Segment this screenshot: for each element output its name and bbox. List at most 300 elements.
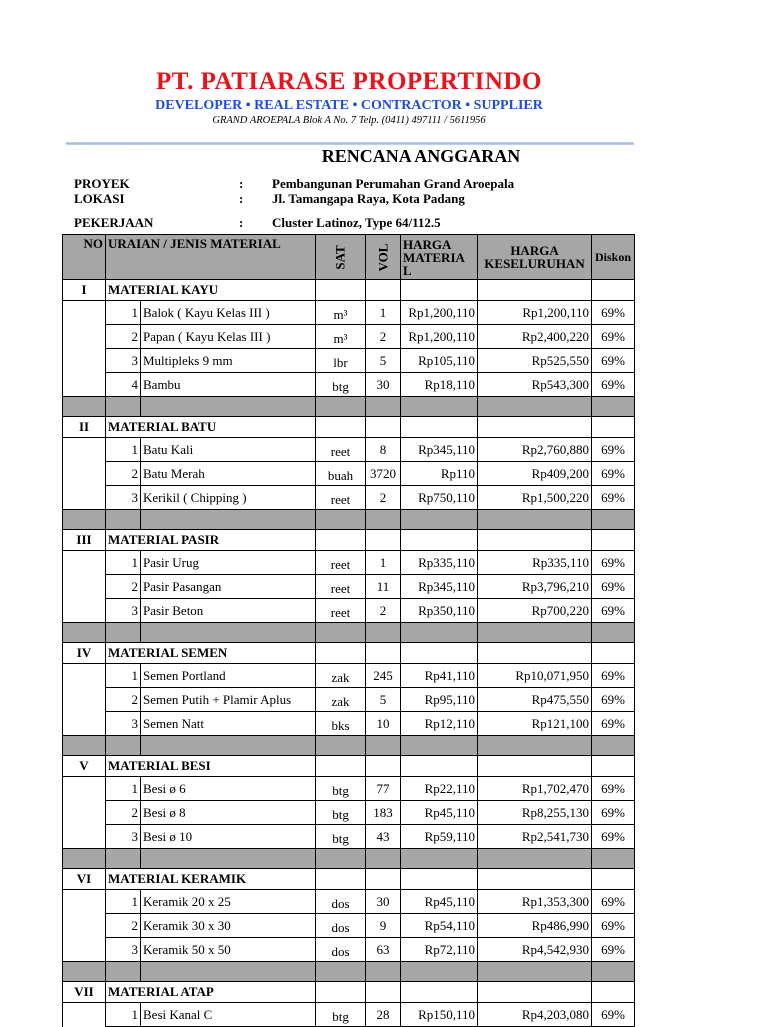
item-volume: 2 <box>366 599 401 623</box>
empty-cell <box>316 530 366 551</box>
meta-value: Jl. Tamangapa Raya, Kota Padang <box>272 191 465 206</box>
item-discount: 69% <box>592 373 635 397</box>
empty-cell <box>401 849 478 869</box>
table-row <box>63 801 635 825</box>
empty-cell <box>366 869 401 890</box>
item-unit-price: Rp54,110 <box>401 914 478 938</box>
item-discount: 69% <box>592 486 635 510</box>
item-unit: btg <box>316 777 366 801</box>
empty-cell <box>316 643 366 664</box>
item-volume: 63 <box>366 938 401 962</box>
item-unit: reet <box>316 575 366 599</box>
empty-cell <box>366 962 401 982</box>
empty-cell <box>401 736 478 756</box>
item-volume: 3720 <box>366 462 401 486</box>
empty-cell <box>478 756 592 777</box>
item-total-price: Rp8,255,130 <box>478 801 592 825</box>
item-volume: 1 <box>366 301 401 325</box>
item-discount: 69% <box>592 825 635 849</box>
item-unit-price: Rp12,110 <box>401 712 478 736</box>
item-total-price: Rp10,071,950 <box>478 664 592 688</box>
section-row <box>63 869 635 890</box>
empty-cell <box>63 373 106 397</box>
empty-cell <box>63 890 106 914</box>
item-total-price: Rp2,541,730 <box>478 825 592 849</box>
item-unit: lbr <box>316 349 366 373</box>
item-unit-price: Rp335,110 <box>401 551 478 575</box>
item-unit-price: Rp1,200,110 <box>401 325 478 349</box>
item-name: Balok ( Kayu Kelas III ) <box>141 301 316 325</box>
empty-cell <box>106 849 141 869</box>
section-title: MATERIAL KAYU <box>106 280 316 301</box>
empty-cell <box>63 301 106 325</box>
empty-cell <box>63 736 106 756</box>
company-tagline: DEVELOPER • REAL ESTATE • CONTRACTOR • SUPPLIER <box>155 98 543 113</box>
item-unit: btg <box>316 1003 366 1027</box>
item-name: Semen Portland <box>141 664 316 688</box>
item-volume: 30 <box>366 373 401 397</box>
empty-cell <box>141 736 316 756</box>
item-volume: 30 <box>366 890 401 914</box>
item-volume: 43 <box>366 825 401 849</box>
empty-cell <box>401 643 478 664</box>
item-unit: dos <box>316 938 366 962</box>
empty-cell <box>366 417 401 438</box>
empty-cell <box>63 510 106 530</box>
empty-cell <box>63 777 106 801</box>
item-number: 3 <box>106 825 141 849</box>
item-volume: 10 <box>366 712 401 736</box>
item-volume: 8 <box>366 438 401 462</box>
item-number: 1 <box>106 1003 141 1027</box>
item-unit-price: Rp1,200,110 <box>401 301 478 325</box>
item-unit: btg <box>316 373 366 397</box>
meta-row-proyek <box>74 176 634 192</box>
item-unit-price: Rp41,110 <box>401 664 478 688</box>
item-unit: zak <box>316 664 366 688</box>
table-row <box>63 825 635 849</box>
item-name: Besi ø 6 <box>141 777 316 801</box>
empty-cell <box>366 280 401 301</box>
section-separator-row <box>63 849 635 869</box>
empty-cell <box>63 575 106 599</box>
column-header-sat: SAT <box>316 235 366 280</box>
item-discount: 69% <box>592 712 635 736</box>
empty-cell <box>63 623 106 643</box>
empty-cell <box>316 623 366 643</box>
item-name: Besi Kanal C <box>141 1003 316 1027</box>
empty-cell <box>366 623 401 643</box>
empty-cell <box>63 712 106 736</box>
section-title: MATERIAL ATAP <box>106 982 316 1003</box>
empty-cell <box>366 510 401 530</box>
item-volume: 28 <box>366 1003 401 1027</box>
section-row <box>63 530 635 551</box>
section-title: MATERIAL SEMEN <box>106 643 316 664</box>
empty-cell <box>592 530 635 551</box>
item-total-price: Rp486,990 <box>478 914 592 938</box>
company-address: GRAND AROEPALA Blok A No. 7 Telp. (0411) 497111 / 5611956 <box>212 115 486 126</box>
item-discount: 69% <box>592 890 635 914</box>
item-name: Multipleks 9 mm <box>141 349 316 373</box>
table-row <box>63 373 635 397</box>
empty-cell <box>592 397 635 417</box>
meta-label: LOKASI <box>74 191 125 206</box>
item-unit: reet <box>316 486 366 510</box>
column-header-harga-material: HARGA MATERIA L <box>401 235 478 280</box>
table-header-row <box>63 235 635 280</box>
empty-cell <box>63 486 106 510</box>
empty-cell <box>366 643 401 664</box>
section-number: VI <box>63 869 106 890</box>
empty-cell <box>478 530 592 551</box>
table-row <box>63 777 635 801</box>
table-row <box>63 890 635 914</box>
item-unit-price: Rp45,110 <box>401 890 478 914</box>
table-body <box>63 280 635 1027</box>
section-separator-row <box>63 397 635 417</box>
item-unit: reet <box>316 438 366 462</box>
item-total-price: Rp2,400,220 <box>478 325 592 349</box>
item-discount: 69% <box>592 551 635 575</box>
empty-cell <box>316 397 366 417</box>
table-row <box>63 486 635 510</box>
table-row <box>63 438 635 462</box>
empty-cell <box>478 869 592 890</box>
item-number: 1 <box>106 301 141 325</box>
section-number: IV <box>63 643 106 664</box>
empty-cell <box>141 510 316 530</box>
item-unit: bks <box>316 712 366 736</box>
table-row <box>63 599 635 623</box>
section-row <box>63 756 635 777</box>
item-number: 3 <box>106 349 141 373</box>
empty-cell <box>366 397 401 417</box>
item-volume: 77 <box>366 777 401 801</box>
empty-cell <box>316 849 366 869</box>
empty-cell <box>401 280 478 301</box>
item-discount: 69% <box>592 438 635 462</box>
item-name: Papan ( Kayu Kelas III ) <box>141 325 316 349</box>
table-row <box>63 938 635 962</box>
item-unit-price: Rp350,110 <box>401 599 478 623</box>
meta-colon: : <box>239 215 244 230</box>
table-row <box>63 551 635 575</box>
item-name: Besi ø 10 <box>141 825 316 849</box>
item-discount: 69% <box>592 1003 635 1027</box>
item-unit: btg <box>316 801 366 825</box>
empty-cell <box>401 869 478 890</box>
empty-cell <box>478 982 592 1003</box>
item-unit-price: Rp45,110 <box>401 801 478 825</box>
empty-cell <box>63 462 106 486</box>
table-row <box>63 712 635 736</box>
empty-cell <box>478 280 592 301</box>
empty-cell <box>63 1003 106 1027</box>
empty-cell <box>478 643 592 664</box>
item-number: 2 <box>106 688 141 712</box>
empty-cell <box>592 849 635 869</box>
item-discount: 69% <box>592 301 635 325</box>
item-total-price: Rp525,550 <box>478 349 592 373</box>
empty-cell <box>478 510 592 530</box>
table-row <box>63 349 635 373</box>
empty-cell <box>316 280 366 301</box>
item-discount: 69% <box>592 914 635 938</box>
item-total-price: Rp1,702,470 <box>478 777 592 801</box>
column-header-harga-keseluruhan: HARGA KESELURUHAN <box>478 235 592 280</box>
empty-cell <box>401 982 478 1003</box>
item-unit-price: Rp345,110 <box>401 575 478 599</box>
empty-cell <box>141 397 316 417</box>
section-title: MATERIAL PASIR <box>106 530 316 551</box>
table-row <box>63 462 635 486</box>
empty-cell <box>316 869 366 890</box>
section-row <box>63 982 635 1003</box>
item-number: 1 <box>106 438 141 462</box>
empty-cell <box>63 801 106 825</box>
table-row <box>63 575 635 599</box>
item-number: 2 <box>106 325 141 349</box>
item-volume: 5 <box>366 688 401 712</box>
empty-cell <box>592 643 635 664</box>
empty-cell <box>316 417 366 438</box>
item-name: Pasir Urug <box>141 551 316 575</box>
section-row <box>63 280 635 301</box>
item-volume: 11 <box>366 575 401 599</box>
meta-label: PROYEK <box>74 176 130 191</box>
empty-cell <box>106 510 141 530</box>
section-title: MATERIAL KERAMIK <box>106 869 316 890</box>
empty-cell <box>366 756 401 777</box>
section-separator-row <box>63 623 635 643</box>
item-unit: dos <box>316 890 366 914</box>
empty-cell <box>106 962 141 982</box>
item-name: Semen Natt <box>141 712 316 736</box>
empty-cell <box>63 599 106 623</box>
empty-cell <box>478 623 592 643</box>
empty-cell <box>316 736 366 756</box>
section-number: V <box>63 756 106 777</box>
item-unit-price: Rp110 <box>401 462 478 486</box>
empty-cell <box>106 623 141 643</box>
item-unit-price: Rp150,110 <box>401 1003 478 1027</box>
item-name: Keramik 50 x 50 <box>141 938 316 962</box>
item-unit-price: Rp59,110 <box>401 825 478 849</box>
empty-cell <box>401 962 478 982</box>
item-total-price: Rp475,550 <box>478 688 592 712</box>
section-row <box>63 643 635 664</box>
company-name: PT. PATIARASE PROPERTINDO <box>156 68 542 95</box>
table-row <box>63 325 635 349</box>
item-discount: 69% <box>592 462 635 486</box>
item-total-price: Rp121,100 <box>478 712 592 736</box>
item-discount: 69% <box>592 349 635 373</box>
empty-cell <box>592 869 635 890</box>
empty-cell <box>478 962 592 982</box>
empty-cell <box>478 397 592 417</box>
item-volume: 1 <box>366 551 401 575</box>
section-row <box>63 417 635 438</box>
item-number: 1 <box>106 890 141 914</box>
item-unit: reet <box>316 551 366 575</box>
table-row <box>63 664 635 688</box>
item-name: Batu Kali <box>141 438 316 462</box>
empty-cell <box>316 982 366 1003</box>
empty-cell <box>592 623 635 643</box>
item-volume: 5 <box>366 349 401 373</box>
empty-cell <box>366 982 401 1003</box>
empty-cell <box>401 623 478 643</box>
empty-cell <box>106 397 141 417</box>
header-divider <box>66 142 634 145</box>
item-unit-price: Rp345,110 <box>401 438 478 462</box>
item-number: 4 <box>106 373 141 397</box>
item-total-price: Rp543,300 <box>478 373 592 397</box>
item-total-price: Rp1,353,300 <box>478 890 592 914</box>
item-unit: m³ <box>316 301 366 325</box>
empty-cell <box>63 397 106 417</box>
item-unit: btg <box>316 825 366 849</box>
empty-cell <box>478 849 592 869</box>
item-total-price: Rp700,220 <box>478 599 592 623</box>
item-name: Kerikil ( Chipping ) <box>141 486 316 510</box>
empty-cell <box>401 530 478 551</box>
column-header-uraian: URAIAN / JENIS MATERIAL <box>106 235 316 280</box>
document-title: RENCANA ANGGARAN <box>321 146 521 166</box>
item-number: 1 <box>106 777 141 801</box>
item-number: 2 <box>106 914 141 938</box>
empty-cell <box>592 962 635 982</box>
table-row <box>63 301 635 325</box>
empty-cell <box>316 962 366 982</box>
empty-cell <box>366 530 401 551</box>
item-name: Keramik 20 x 25 <box>141 890 316 914</box>
item-unit-price: Rp95,110 <box>401 688 478 712</box>
section-separator-row <box>63 962 635 982</box>
empty-cell <box>592 756 635 777</box>
item-name: Besi ø 8 <box>141 801 316 825</box>
empty-cell <box>366 736 401 756</box>
item-unit-price: Rp750,110 <box>401 486 478 510</box>
empty-cell <box>63 325 106 349</box>
item-number: 2 <box>106 575 141 599</box>
item-volume: 183 <box>366 801 401 825</box>
column-header-no: NO <box>63 235 106 280</box>
item-volume: 2 <box>366 325 401 349</box>
empty-cell <box>63 938 106 962</box>
table-row <box>63 1003 635 1027</box>
item-name: Pasir Pasangan <box>141 575 316 599</box>
empty-cell <box>592 417 635 438</box>
item-number: 2 <box>106 801 141 825</box>
empty-cell <box>316 510 366 530</box>
section-separator-row <box>63 510 635 530</box>
item-unit-price: Rp18,110 <box>401 373 478 397</box>
item-discount: 69% <box>592 664 635 688</box>
item-number: 2 <box>106 462 141 486</box>
empty-cell <box>592 736 635 756</box>
empty-cell <box>592 280 635 301</box>
section-number: III <box>63 530 106 551</box>
item-discount: 69% <box>592 801 635 825</box>
empty-cell <box>63 664 106 688</box>
empty-cell <box>478 736 592 756</box>
item-discount: 69% <box>592 599 635 623</box>
empty-cell <box>141 623 316 643</box>
empty-cell <box>63 349 106 373</box>
empty-cell <box>592 982 635 1003</box>
section-title: MATERIAL BATU <box>106 417 316 438</box>
item-number: 3 <box>106 486 141 510</box>
section-title: MATERIAL BESI <box>106 756 316 777</box>
section-number: II <box>63 417 106 438</box>
item-name: Bambu <box>141 373 316 397</box>
empty-cell <box>401 397 478 417</box>
empty-cell <box>63 825 106 849</box>
empty-cell <box>401 510 478 530</box>
empty-cell <box>63 438 106 462</box>
item-volume: 245 <box>366 664 401 688</box>
item-discount: 69% <box>592 688 635 712</box>
section-number: VII <box>63 982 106 1003</box>
item-discount: 69% <box>592 777 635 801</box>
item-unit: zak <box>316 688 366 712</box>
item-number: 3 <box>106 599 141 623</box>
meta-row-pekerjaan <box>74 215 634 231</box>
empty-cell <box>478 417 592 438</box>
table-row <box>63 688 635 712</box>
empty-cell <box>63 688 106 712</box>
item-number: 1 <box>106 664 141 688</box>
item-unit: dos <box>316 914 366 938</box>
empty-cell <box>63 962 106 982</box>
meta-row-lokasi <box>74 191 634 207</box>
item-number: 3 <box>106 712 141 736</box>
meta-value: Pembangunan Perumahan Grand Aroepala <box>272 176 515 191</box>
empty-cell <box>141 962 316 982</box>
item-unit-price: Rp105,110 <box>401 349 478 373</box>
item-volume: 9 <box>366 914 401 938</box>
empty-cell <box>592 510 635 530</box>
item-unit: buah <box>316 462 366 486</box>
meta-value: Cluster Latinoz, Type 64/112.5 <box>272 215 441 230</box>
item-volume: 2 <box>366 486 401 510</box>
item-total-price: Rp2,760,880 <box>478 438 592 462</box>
meta-colon: : <box>239 176 244 191</box>
meta-label: PEKERJAAN <box>74 215 154 230</box>
item-total-price: Rp1,500,220 <box>478 486 592 510</box>
section-number: I <box>63 280 106 301</box>
meta-colon: : <box>239 191 244 206</box>
item-total-price: Rp4,203,080 <box>478 1003 592 1027</box>
item-total-price: Rp4,542,930 <box>478 938 592 962</box>
item-total-price: Rp3,796,210 <box>478 575 592 599</box>
item-number: 1 <box>106 551 141 575</box>
item-total-price: Rp409,200 <box>478 462 592 486</box>
item-name: Semen Putih + Plamir Aplus <box>141 688 316 712</box>
column-header-diskon: Diskon <box>592 235 635 280</box>
empty-cell <box>141 849 316 869</box>
item-number: 3 <box>106 938 141 962</box>
empty-cell <box>316 756 366 777</box>
empty-cell <box>366 849 401 869</box>
empty-cell <box>63 551 106 575</box>
empty-cell <box>401 756 478 777</box>
item-total-price: Rp1,200,110 <box>478 301 592 325</box>
empty-cell <box>63 914 106 938</box>
item-unit-price: Rp72,110 <box>401 938 478 962</box>
